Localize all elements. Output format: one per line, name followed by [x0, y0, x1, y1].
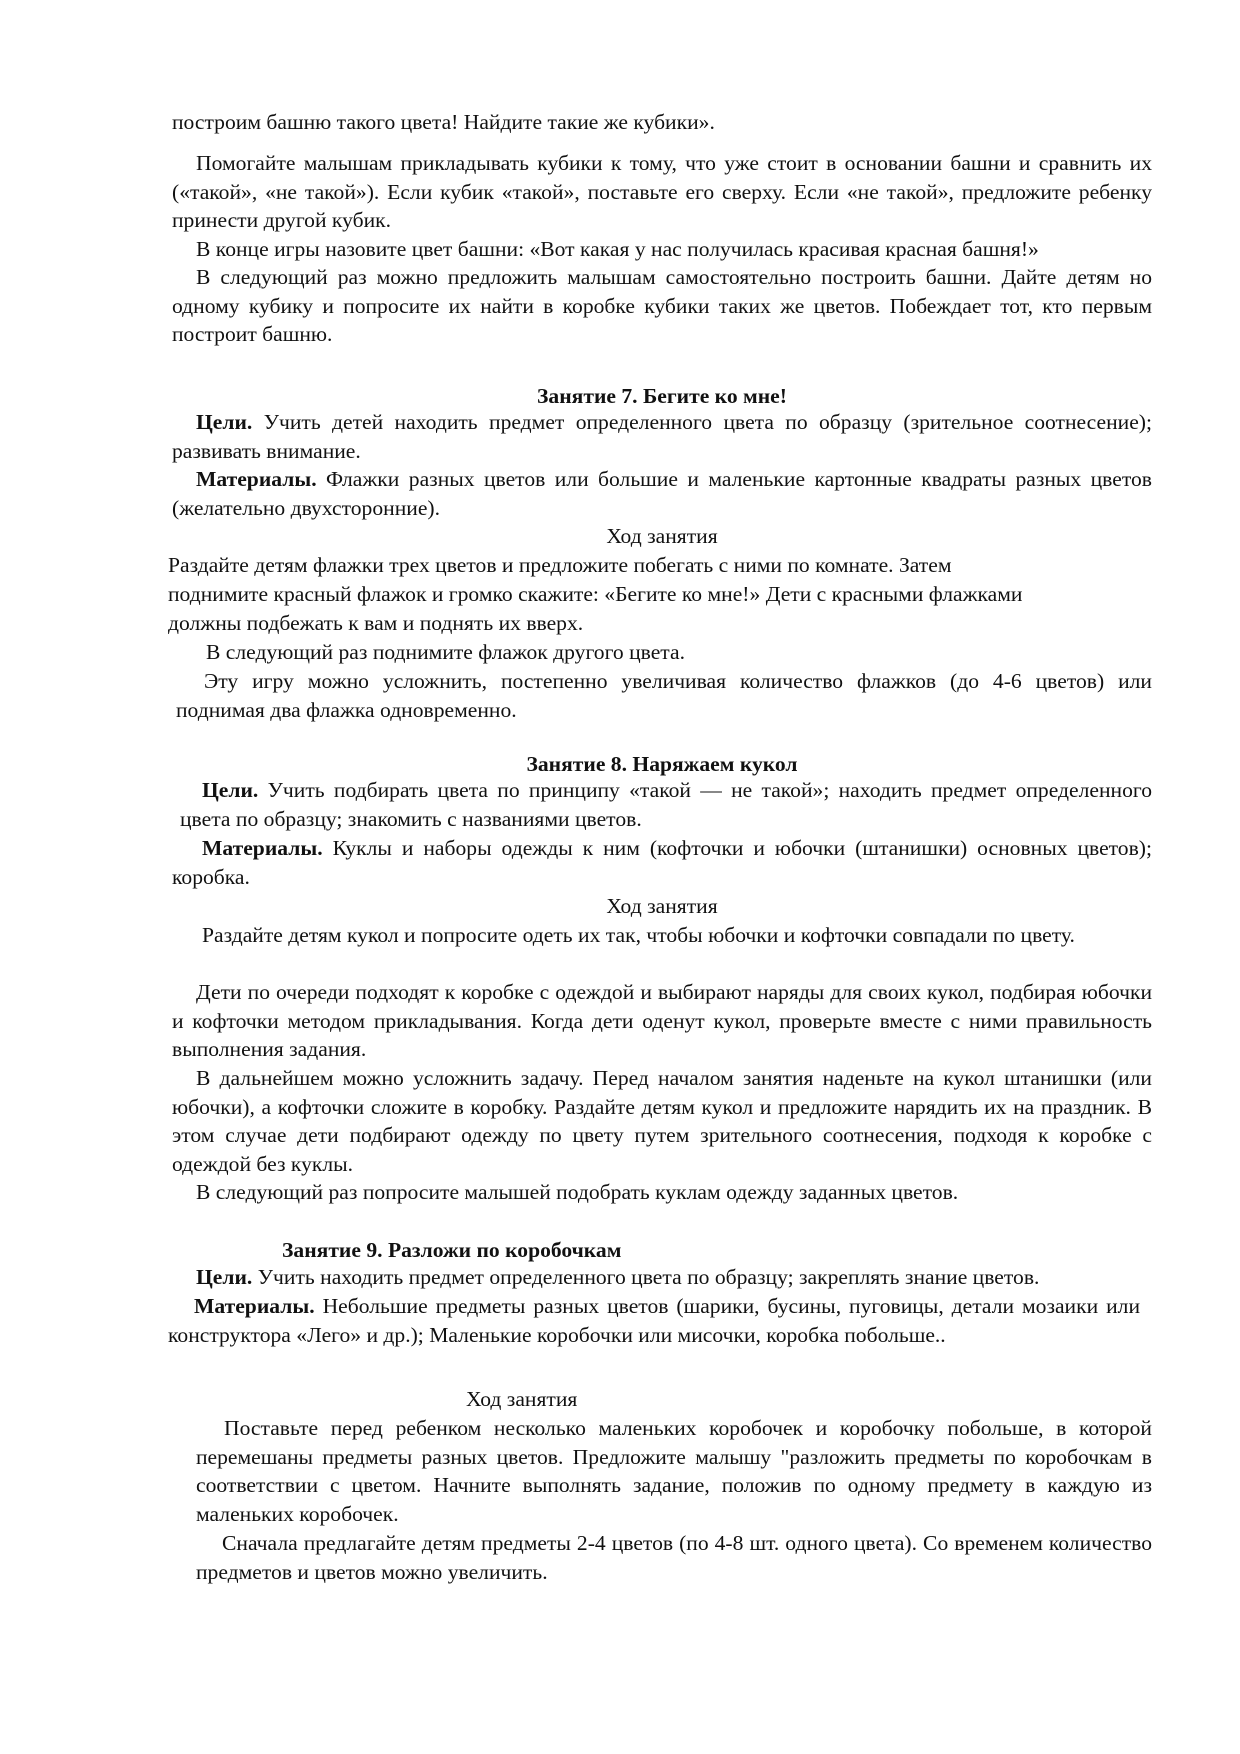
lesson-9-materials: [168, 1292, 1140, 1349]
goals-label: Цели.: [202, 778, 259, 802]
materials-text: Флажки разных цветов или большие и маленькие картонные квадраты разных цветов (желательно двухсторонние).: [172, 467, 1152, 520]
lesson-7-course-line-3: должны подбежать к вам и поднять их вверх.: [168, 611, 584, 635]
materials-text: Небольшие предметы разных цветов (шарики, бусины, пуговицы, детали мозаики или конструктора «Лего» и др.); Маленькие коробочки или мисочки, коробка побольше..: [168, 1294, 1140, 1347]
intro-paragraph-3: В конце игры назовите цвет башни: «Вот какая у нас получилась красивая красная башня!»: [196, 237, 1039, 261]
lesson-7-goals: [172, 408, 1152, 465]
lesson-7-course-heading: Ход занятия: [606, 524, 718, 548]
lesson-7-next-time: В следующий раз поднимите флажок другого цвета.: [206, 640, 685, 664]
lesson-8-paragraph-1: Раздайте детям кукол и попросите одеть их так, чтобы юбочки и кофточки совпадали по цвету.: [202, 923, 1075, 947]
goals-label: Цели.: [196, 1265, 253, 1289]
intro-paragraph-4: В следующий раз можно предложить малышам самостоятельно построить башни. Дайте детям но одному кубику и попросите их найти в коробке кубики таких же цветов. Побеждает тот, кто первым построит башню.: [172, 265, 1152, 346]
intro-paragraph-1: построим башню такого цвета! Найдите такие же кубики».: [172, 110, 715, 134]
lesson-7-course-line-2: поднимите красный флажок и громко скажите: «Бегите ко мне!» Дети с красными флажками: [168, 582, 1023, 606]
goals-text: Учить детей находить предмет определенного цвета по образцу (зрительное соотнесение); развивать внимание.: [172, 410, 1152, 463]
lesson-8-paragraph-2: Дети по очереди подходят к коробке с одеждой и выбирают наряды для своих кукол, подбирая юбочки и кофточки методом прикладывания. Когда дети оденут кукол, проверьте вместе с ними правильность выполнения задания.: [172, 980, 1152, 1061]
materials-label: Материалы.: [196, 467, 317, 491]
lesson-7-complex: Эту игру можно усложнить, постепенно увеличивая количество флажков (до 4-6 цветов) или поднимая два флажка одновременно.: [176, 669, 1152, 722]
lesson-8-materials: [172, 834, 1152, 891]
materials-label: Материалы.: [194, 1294, 315, 1318]
intro-paragraph-2: Помогайте малышам прикладывать кубики к тому, что уже стоит в основании башни и сравнить их («такой», «не такой»). Если кубик «такой», поставьте его сверху. Если «не такой», предложите ребенку принести другой кубик.: [172, 151, 1152, 232]
lesson-9-paragraph-2: Сначала предлагайте детям предметы 2-4 цветов (по 4-8 шт. одного цвета). Со временем количество предметов и цветов можно увеличить.: [196, 1531, 1152, 1584]
lesson-7-materials: [172, 465, 1152, 522]
materials-text: Куклы и наборы одежды к ним (кофточки и юбочки (штанишки) основных цветов); коробка.: [172, 836, 1152, 889]
lesson-8-title: Занятие 8. Наряжаем кукол: [526, 752, 798, 776]
lesson-8-paragraph-3: В дальнейшем можно усложнить задачу. Перед началом занятия наденьте на кукол штанишки (или юбочки), а кофточки сложите в коробку. Раздайте детям кукол и предложите нарядить их на праздник. В этом случае дети подбирают одежду по цвету путем зрительного соотнесения, подходя к коробке с одеждой без куклы.: [172, 1066, 1152, 1176]
lesson-9-paragraph-1: Поставьте перед ребенком несколько маленьких коробочек и коробочку побольше, в которой перемешаны предметы разных цветов. Предложите малышу "разложить предметы по коробочкам в соответствии с цветом. Начните выполнять задание, положив по одному предмету в каждую из маленьких коробочек.: [196, 1416, 1152, 1526]
lesson-7-title: Занятие 7. Бегите ко мне!: [537, 384, 787, 408]
goals-text: Учить находить предмет определенного цвета по образцу; закреплять знание цветов.: [257, 1265, 1040, 1289]
lesson-8-goals: [180, 776, 1152, 833]
lesson-8-course-heading: Ход занятия: [606, 894, 718, 918]
lesson-9-title: Занятие 9. Разложи по коробочкам: [282, 1238, 622, 1262]
goals-text: Учить подбирать цвета по принципу «такой — не такой»; находить предмет определенного цвета по образцу; знакомить с названиями цветов.: [180, 778, 1152, 831]
goals-label: Цели.: [196, 410, 253, 434]
lesson-9-course-heading: Ход занятия: [466, 1387, 578, 1411]
lesson-8-paragraph-4: В следующий раз попросите малышей подобрать куклам одежду заданных цветов.: [196, 1180, 959, 1204]
materials-label: Материалы.: [202, 836, 323, 860]
lesson-7-course-line-1: Раздайте детям флажки трех цветов и предложите побегать с ними по комнате. Затем: [168, 553, 952, 577]
lesson-9-goals: [196, 1263, 1156, 1292]
